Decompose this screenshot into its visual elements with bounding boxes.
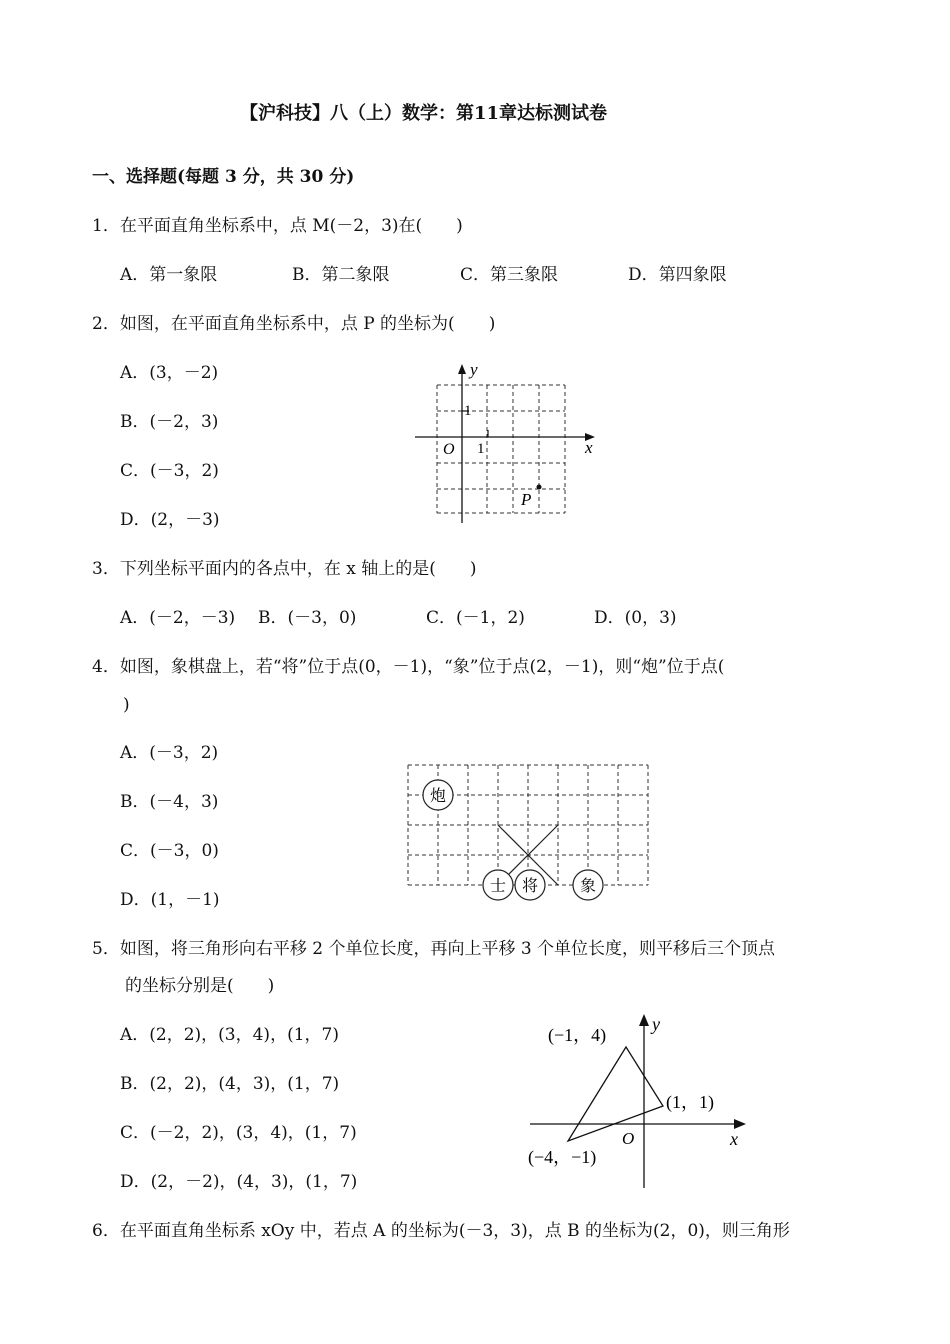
question-5-stem-line2: 的坐标分别是( ): [125, 976, 275, 996]
question-4-stem-line1: 4．如图，象棋盘上，若“将”位于点(0，－1)，“象”位于点(2，－1)，则“炮”位于点(: [92, 657, 725, 677]
q5-x-label: x: [730, 1129, 738, 1149]
q5-vertex-label-3: (−4，−1): [528, 1147, 597, 1167]
page-title: 【沪科技】八（上）数学：第11章达标测试卷: [240, 103, 608, 124]
q3-option-b: B．(－3，0): [258, 608, 357, 628]
question-4-stem-line2: ): [123, 695, 130, 715]
q2-coordinate-figure: [405, 355, 605, 530]
q4-option-a: A．(－3，2): [120, 743, 219, 763]
q5-vertex-label-1: (−1，4): [548, 1025, 607, 1045]
q3-option-d: D．(0，3): [594, 608, 677, 628]
q3-option-c: C．(－1，2): [426, 608, 525, 628]
q4-option-b: B．(－4，3): [120, 792, 219, 812]
q2-unit-x-label: 1: [477, 441, 485, 457]
q5-vertex-label-2: (1，1): [666, 1092, 714, 1112]
q2-option-a: A．(3，－2): [120, 363, 219, 383]
q2-y-label: y: [470, 360, 478, 379]
q2-point-p-label: P: [521, 490, 532, 509]
q5-option-b: B．(2，2)，(4，3)，(1，7): [120, 1074, 340, 1094]
q2-option-d: D．(2，－3): [120, 510, 220, 530]
piece-xiang: 象: [579, 878, 597, 895]
question-2-stem: 2．如图，在平面直角坐标系中，点 P 的坐标为( ): [92, 314, 496, 334]
question-6-stem: 6．在平面直角坐标系 xOy 中，若点 A 的坐标为(－3，3)，点 B 的坐标为(2，0)，则三角形: [92, 1221, 790, 1241]
q2-option-b: B．(－2，3): [120, 412, 219, 432]
q4-option-d: D．(1，－1): [120, 890, 220, 910]
q2-x-label: x: [585, 438, 593, 457]
piece-jiang: 将: [521, 878, 539, 895]
question-5-stem-line1: 5．如图，将三角形向右平移 2 个单位长度，再向上平移 3 个单位长度，则平移后三个顶点: [92, 939, 776, 959]
q1-option-a: A．第一象限: [120, 265, 218, 285]
q1-option-b: B．第二象限: [292, 265, 390, 285]
q4-option-c: C．(－3，0): [120, 841, 219, 861]
section-heading: 一、选择题(每题 3 分，共 30 分): [92, 167, 355, 187]
piece-pao: 炮: [429, 788, 447, 805]
q4-chessboard-figure: [398, 755, 658, 905]
q5-option-d: D．(2，－2)，(4，3)，(1，7): [120, 1172, 358, 1192]
piece-shi: 士: [489, 878, 507, 895]
q5-y-label: y: [652, 1014, 660, 1034]
q2-origin-label: O: [443, 441, 455, 458]
q1-option-d: D．第四象限: [628, 265, 727, 285]
q5-option-a: A．(2，2)，(3，4)，(1，7): [120, 1025, 339, 1045]
question-1-stem: 1．在平面直角坐标系中，点 M(－2，3)在( ): [92, 216, 463, 236]
question-3-stem: 3．下列坐标平面内的各点中，在 x 轴上的是( ): [92, 559, 477, 579]
q3-option-a: A．(－2，－3): [120, 608, 236, 628]
q2-option-c: C．(－3，2): [120, 461, 219, 481]
q2-unit-y-label: 1: [464, 403, 472, 419]
q5-triangle-figure: [520, 1010, 760, 1195]
q5-option-c: C．(－2，2)，(3，4)，(1，7): [120, 1123, 357, 1143]
q1-option-c: C．第三象限: [460, 265, 559, 285]
q5-origin-label: O: [622, 1129, 635, 1148]
